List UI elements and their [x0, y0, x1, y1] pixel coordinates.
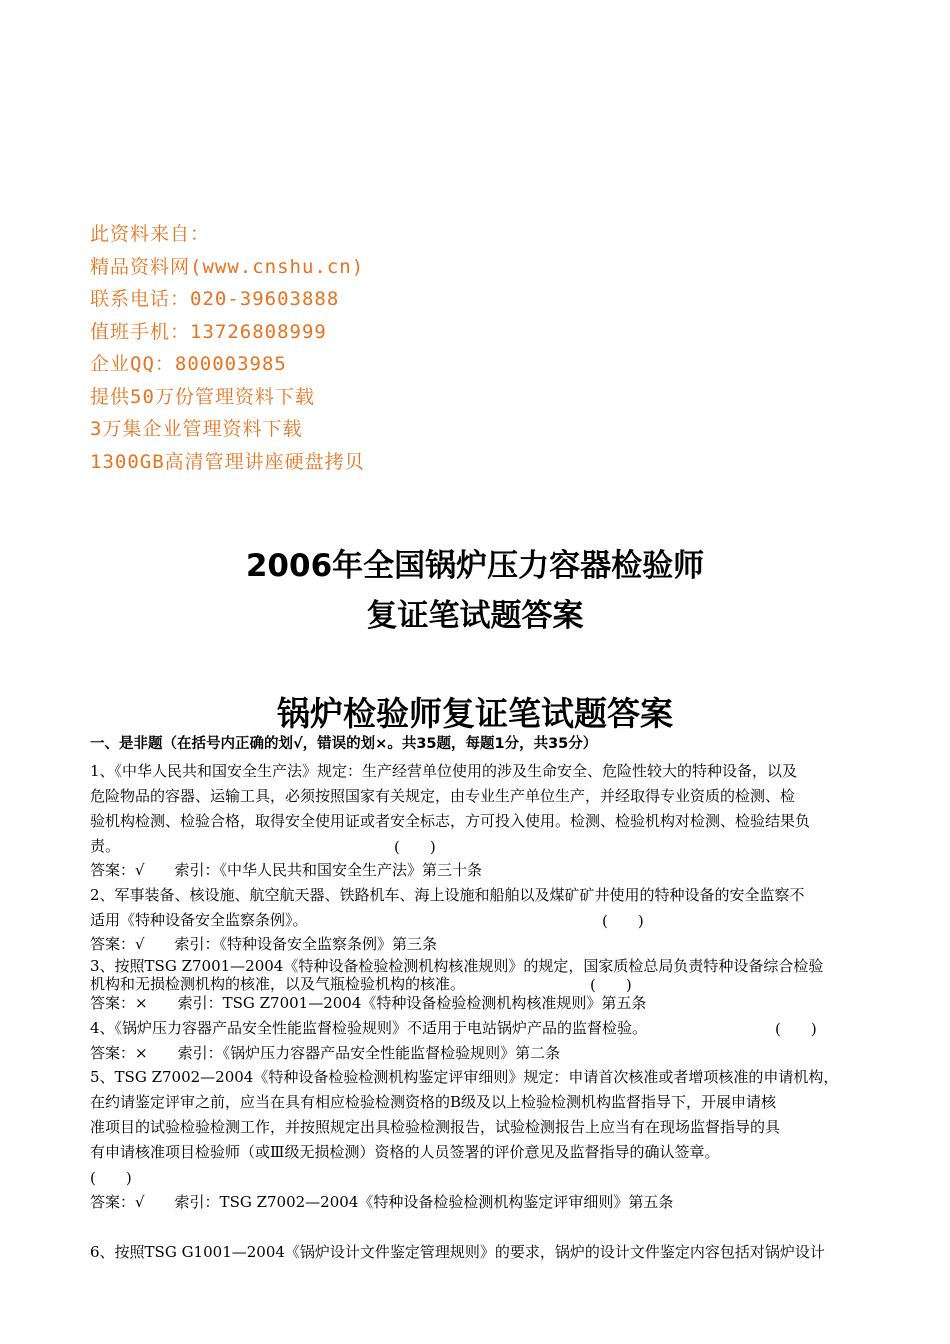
ad-line: 3万集企业管理资料下载 [90, 418, 303, 440]
question-5-line: 有申请核准项目检验师（或Ⅲ级无损检测）资格的人员签署的评价意见及监督指导的确认签章。 [90, 1143, 720, 1161]
question-2-answer: 答案：√ 索引：《特种设备安全监察条例》第三条 [90, 935, 438, 953]
question-3-line: 3、按照TSG Z7001—2004《特种设备检验检测机构核准规则》的规定，国家质检总局负责特种设备综合检验 [90, 957, 824, 975]
question-2-line: 适用《特种设备安全监察条例》。 [90, 911, 308, 929]
question-4-answer: 答案：× 索引：《锅炉压力容器产品安全性能监督检验规则》第二条 [90, 1044, 561, 1062]
question-1-line: 1、《中华人民共和国安全生产法》规定：生产经营单位使用的涉及生命安全、危险性较大的特种设备，以及 [90, 762, 798, 780]
question-1-line: 责。 [90, 837, 121, 855]
document-title-line2: 复证笔试题答案 [366, 598, 584, 634]
question-5-line: 准项目的试验检验检测工作，并按照规定出具检验检测报告，试验检测报告上应当有在现场监督指导的具 [90, 1118, 781, 1136]
question-3-line: 机构和无损检测机构的核准，以及气瓶检验机构的核准。 [90, 975, 466, 993]
question-1-line: 危险物品的容器、运输工具，必须按照国家有关规定，由专业生产单位生产，并经取得专业资质的检测、检 [90, 787, 796, 805]
section-heading: 一、是非题（在括号内正确的划√，错误的划×。共35题，每题1分，共35分） [90, 736, 598, 752]
answer-blank: ( ) [602, 912, 644, 930]
document-title-line1: 2006年全国锅炉压力容器检验师 [245, 548, 705, 584]
answer-blank: ( ) [590, 976, 632, 994]
question-1-line: 验机构检测、检验合格，取得安全使用证或者安全标志，方可投入使用。检测、检验机构对检测、检验结果负 [90, 812, 811, 830]
ad-line: 提供50万份管理资料下载 [90, 385, 315, 408]
section-title: 锅炉检验师复证笔试题答案 [277, 694, 673, 733]
answer-blank: ( ) [90, 1169, 132, 1187]
question-5-line: 5、TSG Z7002—2004《特种设备检验检测机构鉴定评审细则》规定：申请首次核准或者增项核准的申请机构， [90, 1068, 839, 1086]
question-4-line: 4、《锅炉压力容器产品安全性能监督检验规则》不适用于电站锅炉产品的监督检验。 [90, 1019, 648, 1037]
question-2-line: 2、军事装备、核设施、航空航天器、铁路机车、海上设施和船舶以及煤矿矿井使用的特种设备的安全监察不 [90, 886, 805, 904]
ad-line: 1300GB高清管理讲座硬盘拷贝 [90, 450, 365, 473]
answer-blank: ( ) [394, 838, 436, 856]
answer-blank: ( ) [775, 1020, 817, 1038]
ad-line: 精品资料网(www.cnshu.cn) [90, 255, 365, 278]
question-6-line: 6、按照TSG G1001—2004《锅炉设计文件鉴定管理规则》的要求，锅炉的设计文件鉴定内容包括对锅炉设计 [90, 1243, 825, 1261]
question-1-answer: 答案：√ 索引：《中华人民共和国安全生产法》第三十条 [90, 861, 483, 879]
question-3-answer: 答案：× 索引：TSG Z7001—2004《特种设备检验检测机构核准规则》第五条 [90, 994, 647, 1012]
question-5-line: 在约请鉴定评审之前，应当在具有相应检验检测资格的B级及以上检验检测机构监督指导下，开展申请核 [90, 1093, 777, 1111]
ad-line: 企业QQ：800003985 [90, 353, 287, 375]
source-ad-block [90, 218, 690, 478]
ad-line: 此资料来自： [90, 223, 211, 245]
ad-line: 联系电话：020-39603888 [90, 288, 340, 310]
ad-line: 值班手机：13726808999 [90, 320, 327, 343]
question-5-answer: 答案：√ 索引：TSG Z7002—2004《特种设备检验检测机构鉴定评审细则》第五条 [90, 1193, 674, 1211]
